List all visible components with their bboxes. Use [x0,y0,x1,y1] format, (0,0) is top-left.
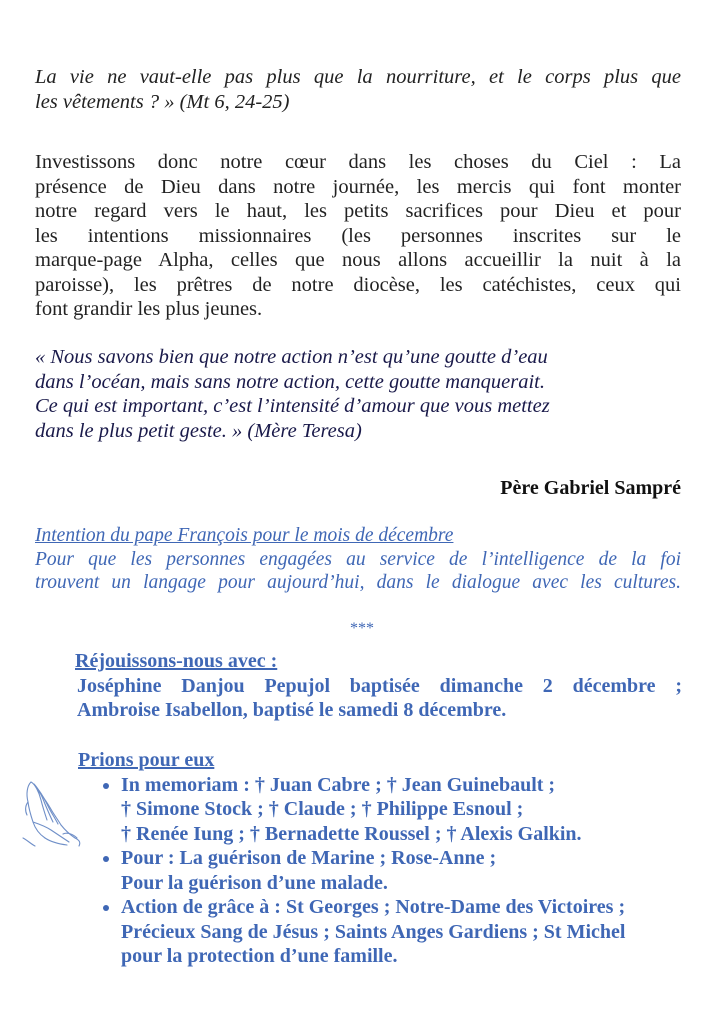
prions-section [75,748,682,969]
list-item-line: In memoriam : † Juan Cabre ; † Jean Guinebault ; [121,773,556,796]
pope-intention-line: Pour que les personnes engagées au service de l’intelligence de la foi [35,548,681,570]
list-item-line: † Renée Iung ; † Bernadette Roussel ; † Alexis Galkin. [121,822,582,845]
teresa-quote-line: dans le plus petit geste. » (Mère Teresa) [35,419,362,442]
separator: *** [350,620,374,637]
paragraph-line: paroisse), les prêtres de notre diocèse, les catéchistes, ceux qui [35,273,681,296]
list-item-thanksgiving [99,895,682,969]
teresa-quote-line: Ce qui est important, c’est l’intensité d’amour que vous mettez [35,395,550,417]
teresa-quote-line: dans l’océan, mais sans notre action, cette goutte manquerait. [35,370,545,393]
prions-heading: Prions pour eux [78,749,215,771]
teresa-quote-line: « Nous savons bien que notre action n’est qu’une goutte d’eau [35,346,548,368]
list-item-line: Pour : La guérison de Marine ; Rose-Anne ; [121,847,497,869]
bullet-icon [103,783,109,789]
gospel-quote-line: La vie ne vaut-elle pas plus que la nourriture, et le corps plus que [35,66,681,88]
paragraph-line: marque-page Alpha, celles que nous allons accueillir la nuit à la [35,249,681,271]
list-item-healing [99,846,682,895]
list-item-line: Précieux Sang de Jésus ; Saints Anges Gardiens ; St Michel [121,920,626,943]
list-item-line: † Simone Stock ; † Claude ; † Philippe Esnoul ; [121,798,524,820]
paragraph-line: Investissons donc notre cœur dans les choses du Ciel : La [35,151,681,173]
paragraph-line: présence de Dieu dans notre journée, les mercis qui font monter [35,175,681,198]
list-item-line: Action de grâce à : St Georges ; Notre-Dame des Victoires ; [121,896,626,918]
list-item-line: pour la protection d’une famille. [121,945,398,967]
gospel-quote [35,65,681,114]
gospel-quote-line: les vêtements ? » (Mt 6, 24-25) [35,90,290,113]
prayer-list [75,773,682,969]
teresa-quote [35,345,681,443]
paragraph-line: notre regard vers le haut, les petits sacrifices pour Dieu et pour [35,200,681,222]
baptism-line: Joséphine Danjou Pepujol baptisée dimanche 2 décembre ; [77,674,682,697]
pope-intention-title: Intention du pape François pour le mois de décembre [35,525,454,546]
bullet-icon [103,905,109,911]
list-item-in-memoriam [99,773,682,847]
bullet-icon [103,856,109,862]
list-item-line: Pour la guérison d’une malade. [121,871,388,894]
baptism-line: Ambroise Isabellon, baptisé le samedi 8 décembre. [77,699,507,721]
rejouissons-heading: Réjouissons-nous avec : [75,650,278,672]
paragraph-line: les intentions missionnaires (les personnes inscrites sur le [35,224,681,247]
pope-intention-line: trouvent un langage pour aujourd’hui, dans le dialogue avec les cultures. [35,572,681,593]
signature: Père Gabriel Sampré [500,477,681,499]
main-paragraph [35,150,681,322]
pope-intention [35,524,681,595]
paragraph-line: font grandir les plus jeunes. [35,298,263,320]
rejouissons-section [75,649,682,723]
